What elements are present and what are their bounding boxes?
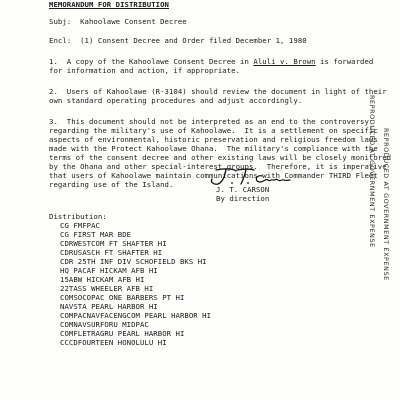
paragraph-1-suffix: is forwarded [315,57,374,66]
reproduction-stamp: REPRODUCED AT GOVERNMENT EXPENSE [368,95,376,248]
distribution-item: 22TASS WHEELER AFB HI [60,284,154,293]
paragraph-1-line-2: for information and action, if appropriate. [49,66,241,75]
distribution-item: CG FIRST MAR BDE [60,230,132,239]
distribution-item: CDRUSASCH FT SHAFTER HI [60,248,163,257]
paragraph-3-line-8: regarding use of the Island. [49,180,174,189]
distribution-label: Distribution: [49,212,107,221]
paragraph-1-line-1 [49,57,373,66]
paragraph-3-line-6: by the Ohana and other special-interest groups. Therefore, it is imperative [49,162,387,171]
paragraph-3-line-4: made with the Protect Kahoolawe Ohana. The military's compliance with the [49,144,378,153]
memo-enclosure: Encl: (1) Consent Decree and Order filed December 1, 1980 [49,36,307,45]
signature-block [196,166,296,203]
paragraph-1-prefix: 1. A copy of the Kahoolawe Consent Decree in [49,57,254,66]
distribution-item: CDR 25TH INF DIV SCHOFIELD BKS HI [60,257,207,266]
case-name: Aluli v. Brown [253,57,316,66]
paragraph-3-line-3: aspects of environmental, historic preservation and religious freedom laws [49,135,378,144]
distribution-item: COMPACNAVFACENGCOM PEARL HARBOR HI [60,311,212,320]
memo-heading: MEMORANDUM FOR DISTRIBUTION [49,0,169,9]
signer-title: By direction [216,194,270,203]
signer-name: J. T. CARSON [216,185,270,194]
paragraph-3-line-1: 3. This document should not be interpreted as an end to the controversy [49,117,369,126]
memo-subject: Subj: Kahoolawe Consent Decree [49,17,187,26]
paragraph-2-line-1: 2. Users of Kahoolawe (R-3104) should review the document in light of their [49,87,387,96]
distribution-item: COMSOCOPAC ONE BARBERS PT HI [60,293,185,302]
paragraph-3-line-7: that users of Kahoolawe maintain communications with Commander THIRD Fleet [49,171,378,180]
reproduction-stamp-secondary: REPRODUCED AT GOVERNMENT EXPENSE [382,128,390,281]
distribution-item: COMNAVSURFORU MIDPAC [60,320,149,329]
distribution-item: 15ABW HICKAM AFB HI [60,275,145,284]
paragraph-3-line-2: regarding the military's use of Kahoolawe. It is a settlement on specific [49,126,378,135]
distribution-item: CG FMFPAC [60,221,100,230]
distribution-item: CDRWESTCOM FT SHAFTER HI [60,239,167,248]
distribution-item: NAVSTA PEARL HARBOR HI [60,302,158,311]
distribution-item: HQ PACAF HICKAM AFB HI [60,266,158,275]
distribution-item: COMFLETRAGRU PEARL HARBOR HI [60,329,185,338]
paragraph-3-line-5: terms of the consent decree and other existing laws will be closely monitored [49,153,392,162]
distribution-item: CCCDFOURTEEN HONOLULU HI [60,338,167,347]
paragraph-2-line-2: own standard operating procedures and adjust accordingly. [49,96,303,105]
